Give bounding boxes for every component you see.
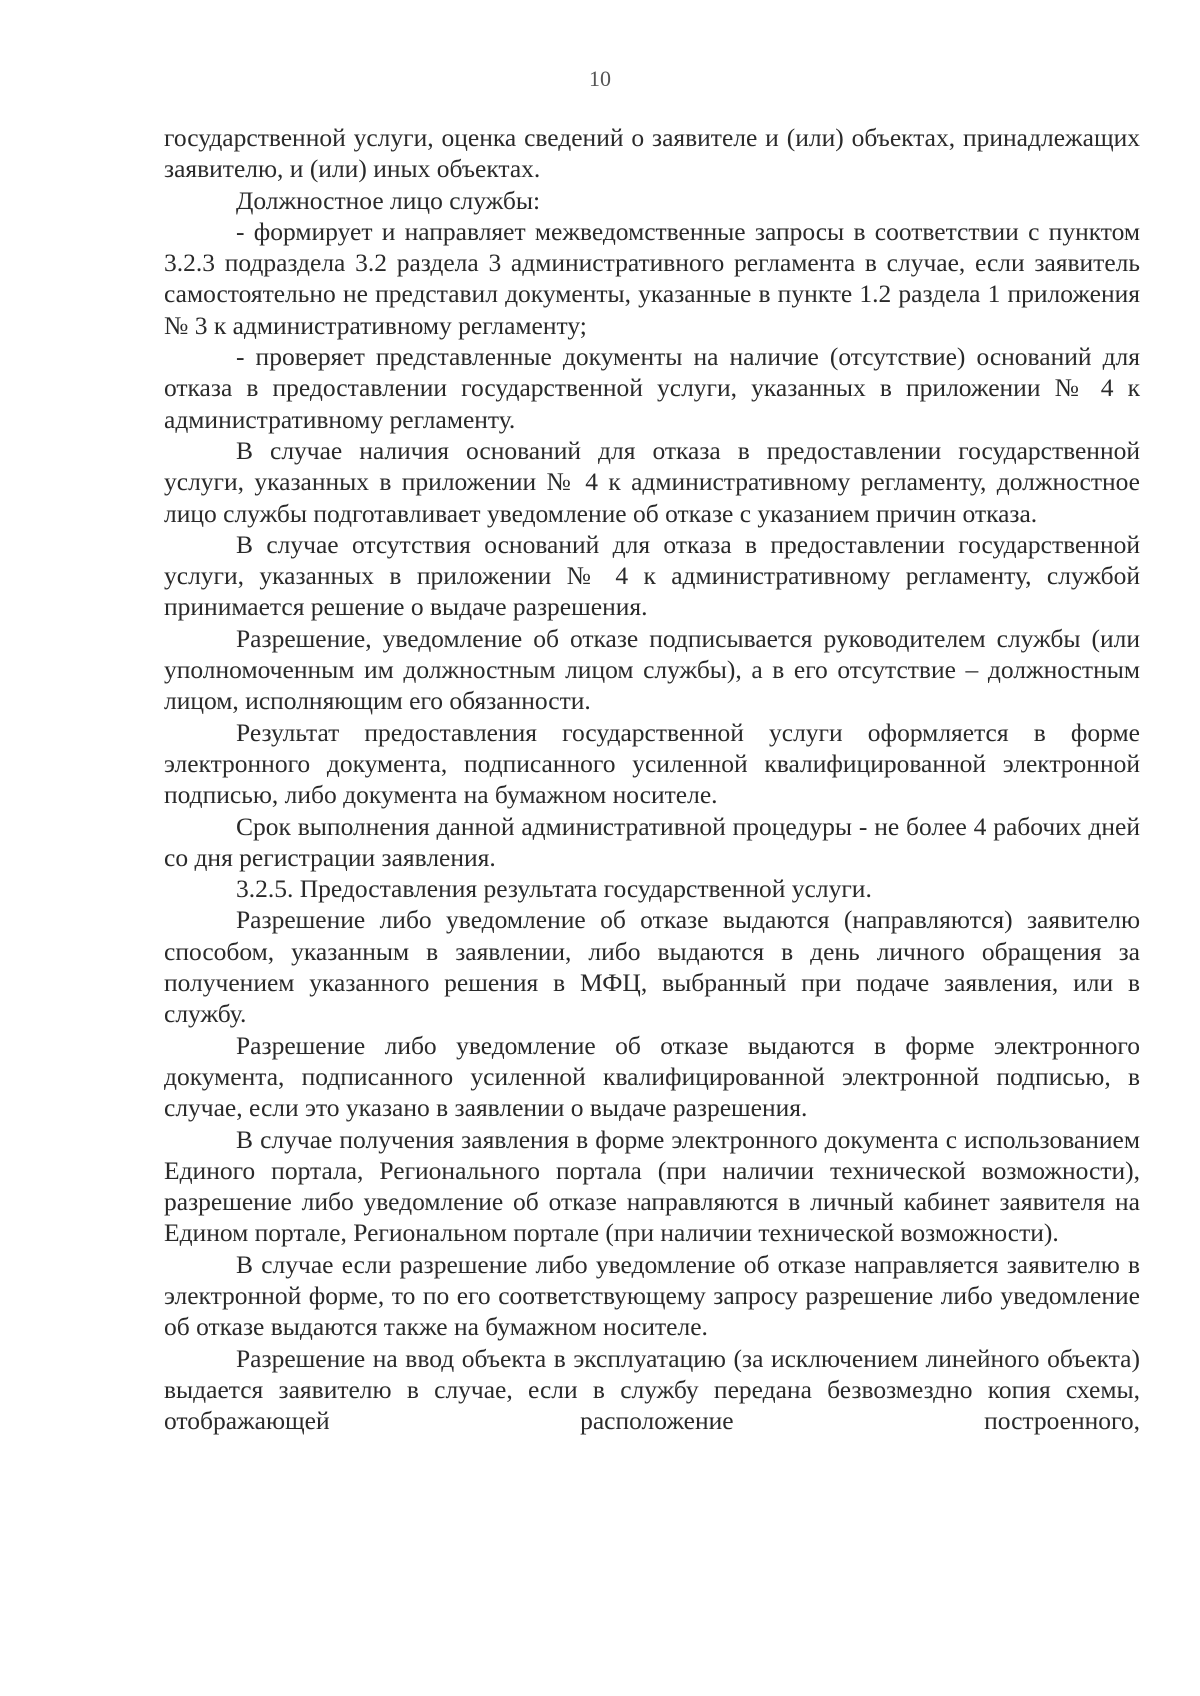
paragraph: государственной услуги, оценка сведений о заявителе и (или) объектах, принадлежащих заявителю, и (или) иных объектах. (164, 123, 1140, 184)
page-number: 10 (589, 66, 611, 91)
paragraph: Разрешение либо уведомление об отказе выдаются в форме электронного документа, подписанного усиленной квалифицированной электронной подписью, в случае, если это указано в заявлении о выдаче разрешения. (164, 1030, 1140, 1123)
paragraph: Срок выполнения данной административной процедуры - не более 4 рабочих дней со дня регистрации заявления. (164, 811, 1140, 872)
section-heading: 3.2.5. Предоставления результата государственной услуги. (236, 874, 872, 904)
paragraph: В случае получения заявления в форме электронного документа с использованием Единого портала, Регионального портала (при наличии технической возможности), разрешение либо уведомление об отказе направляются в личный кабинет заявителя на Едином портале, Региональном портале (при наличии технической возможности). (164, 1124, 1140, 1248)
paragraph: - проверяет представленные документы на наличие (отсутствие) оснований для отказа в предоставлении государственной услуги, указанных в приложении № 4 к административному регламенту. (164, 342, 1140, 434)
paragraph: В случае наличия оснований для отказа в предоставлении государственной услуги, указанных в приложении № 4 к административному регламенту, должностное лицо службы подготавливает уведомление об отказе с указанием причин отказа. (164, 435, 1140, 528)
paragraph: Результат предоставления государственной услуги оформляется в форме электронного документа, подписанного усиленной квалифицированной электронной подписью, либо документа на бумажном носителе. (164, 717, 1140, 810)
paragraph: Разрешение, уведомление об отказе подписывается руководителем службы (или уполномоченным им должностным лицом службы), а в его отсутствие – должностным лицом, исполняющим его обязанности. (164, 623, 1140, 716)
paragraph: Разрешение на ввод объекта в эксплуатацию (за исключением линейного объекта) выдается заявителю в случае, если в службу передана безвозмездно копия схемы, отображающей расположение построенного, (164, 1343, 1140, 1436)
paragraph: Разрешение либо уведомление об отказе выдаются (направляются) заявителю способом, указанным в заявлении, либо выдаются в день личного обращения за получением указанного решения в МФЦ, выбранный при подаче заявления, или в службу. (164, 905, 1140, 1029)
paragraph: Должностное лицо службы: (236, 185, 541, 215)
paragraph: В случае если разрешение либо уведомление об отказе направляется заявителю в электронной форме, то по его соответствующему запросу разрешение либо уведомление об отказе выдаются также на бумажном носителе. (164, 1249, 1140, 1342)
paragraph: В случае отсутствия оснований для отказа в предоставлении государственной услуги, указанных в приложении № 4 к административному регламенту, службой принимается решение о выдаче разрешения. (164, 529, 1140, 622)
paragraph: - формирует и направляет межведомственные запросы в соответствии с пунктом 3.2.3 подраздела 3.2 раздела 3 административного регламента в случае, если заявитель самостоятельно не представил документы, указанные в пункте 1.2 раздела 1 приложения № 3 к административному регламенту; (164, 216, 1140, 340)
document-body (164, 122, 1140, 1436)
